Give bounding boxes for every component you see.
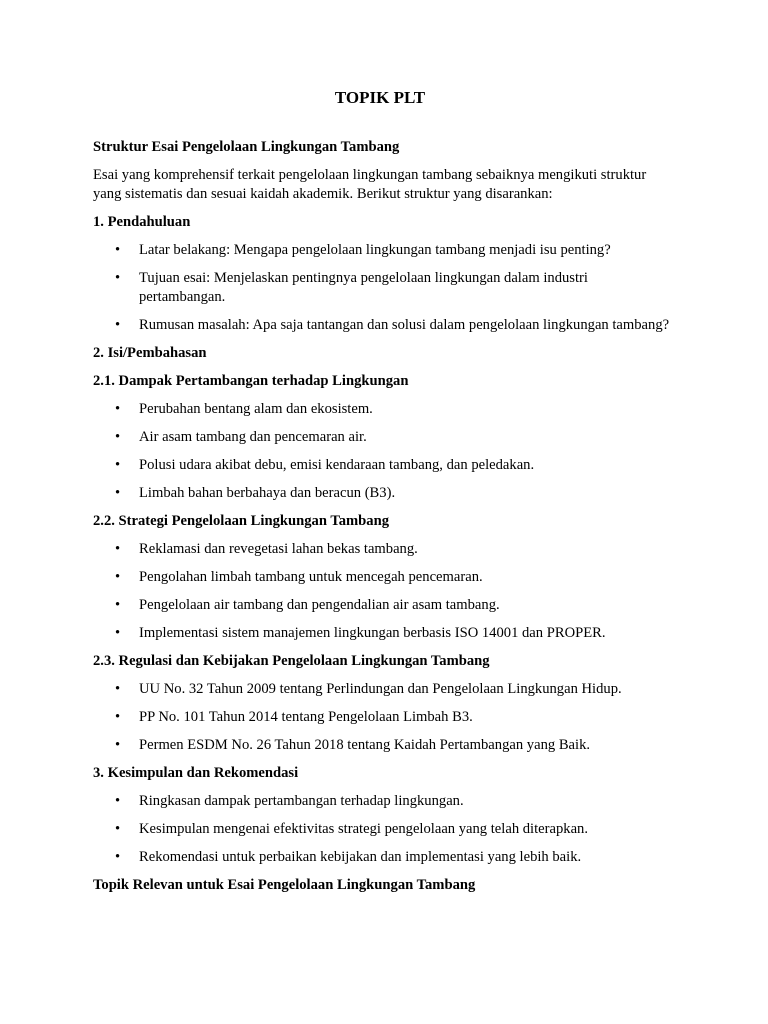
bullet-icon: • (115, 793, 121, 809)
document-title: TOPIK PLT (334, 88, 426, 107)
list-item-text: Pengolahan limbah tambang untuk mencegah pencemaran. (139, 569, 483, 585)
list-item-text: Rumusan masalah: Apa saja tantangan dan solusi dalam pengelolaan lingkungan tambang? (139, 317, 670, 333)
body-paragraph: Esai yang komprehensif terkait pengelolaan lingkungan tambang sebaiknya mengikuti struktur yang sistematis dan sesuai kaidah akademik. Berikut struktur yang disarankan: (93, 167, 647, 202)
bullet-icon: • (115, 485, 121, 501)
bullet-icon: • (115, 821, 121, 837)
list-item (93, 708, 673, 727)
document-body (93, 138, 673, 904)
list-item-text: Latar belakang: Mengapa pengelolaan lingkungan tambang menjadi isu penting? (139, 242, 611, 258)
section-heading: Struktur Esai Pengelolaan Lingkungan Tambang (93, 139, 400, 155)
bullet-icon: • (115, 737, 121, 753)
bullet-icon: • (115, 849, 121, 865)
section-heading: 3. Kesimpulan dan Rekomendasi (93, 765, 299, 781)
list-item-text: Ringkasan dampak pertambangan terhadap lingkungan. (139, 793, 464, 809)
bullet-list (93, 540, 673, 643)
section-heading: 1. Pendahuluan (93, 214, 191, 230)
bullet-icon: • (115, 270, 121, 286)
list-item (93, 540, 673, 559)
bullet-icon: • (115, 317, 121, 333)
list-item (93, 456, 673, 475)
bullet-icon: • (115, 457, 121, 473)
bullet-list (93, 792, 673, 867)
bullet-icon: • (115, 429, 121, 445)
list-item-text: Permen ESDM No. 26 Tahun 2018 tentang Kaidah Pertambangan yang Baik. (139, 737, 591, 753)
list-item-text: Reklamasi dan revegetasi lahan bekas tambang. (139, 541, 418, 557)
list-item-text: Implementasi sistem manajemen lingkungan berbasis ISO 14001 dan PROPER. (139, 625, 606, 641)
bullet-list (93, 241, 673, 335)
list-item-text: Perubahan bentang alam dan ekosistem. (139, 401, 373, 417)
bullet-icon: • (115, 569, 121, 585)
list-item-text: Kesimpulan mengenai efektivitas strategi pengelolaan yang telah diterapkan. (139, 821, 589, 837)
list-item (93, 241, 673, 260)
bullet-list (93, 680, 673, 755)
section-heading: Topik Relevan untuk Esai Pengelolaan Lingkungan Tambang (93, 877, 476, 893)
list-item (93, 484, 673, 503)
bullet-icon: • (115, 709, 121, 725)
list-item-text: Air asam tambang dan pencemaran air. (139, 429, 367, 445)
list-item (93, 624, 673, 643)
list-item (93, 269, 673, 307)
section-heading: 2.1. Dampak Pertambangan terhadap Lingkungan (93, 373, 409, 389)
list-item (93, 596, 673, 615)
list-item-text: Limbah bahan berbahaya dan beracun (B3). (139, 485, 396, 501)
bullet-list (93, 400, 673, 503)
section-heading: 2. Isi/Pembahasan (93, 345, 207, 361)
bullet-icon: • (115, 597, 121, 613)
bullet-icon: • (115, 681, 121, 697)
list-item-text: UU No. 32 Tahun 2009 tentang Perlindungan dan Pengelolaan Lingkungan Hidup. (139, 681, 622, 697)
bullet-icon: • (115, 242, 121, 258)
list-item (93, 400, 673, 419)
bullet-icon: • (115, 541, 121, 557)
list-item (93, 848, 673, 867)
list-item-text: Rekomendasi untuk perbaikan kebijakan dan implementasi yang lebih baik. (139, 849, 582, 865)
bullet-icon: • (115, 401, 121, 417)
list-item (93, 568, 673, 587)
list-item (93, 820, 673, 839)
bullet-icon: • (115, 625, 121, 641)
list-item (93, 428, 673, 447)
list-item-text: Polusi udara akibat debu, emisi kendaraan tambang, dan peledakan. (139, 457, 535, 473)
list-item (93, 316, 673, 335)
list-item (93, 736, 673, 755)
list-item-text: PP No. 101 Tahun 2014 tentang Pengelolaan Limbah B3. (139, 709, 473, 725)
list-item-text: Pengelolaan air tambang dan pengendalian air asam tambang. (139, 597, 500, 613)
section-heading: 2.2. Strategi Pengelolaan Lingkungan Tambang (93, 513, 389, 529)
section-heading: 2.3. Regulasi dan Kebijakan Pengelolaan Lingkungan Tambang (93, 653, 490, 669)
list-item (93, 792, 673, 811)
list-item-text: Tujuan esai: Menjelaskan pentingnya pengelolaan lingkungan dalam industri pertambangan. (139, 270, 588, 305)
list-item (93, 680, 673, 699)
